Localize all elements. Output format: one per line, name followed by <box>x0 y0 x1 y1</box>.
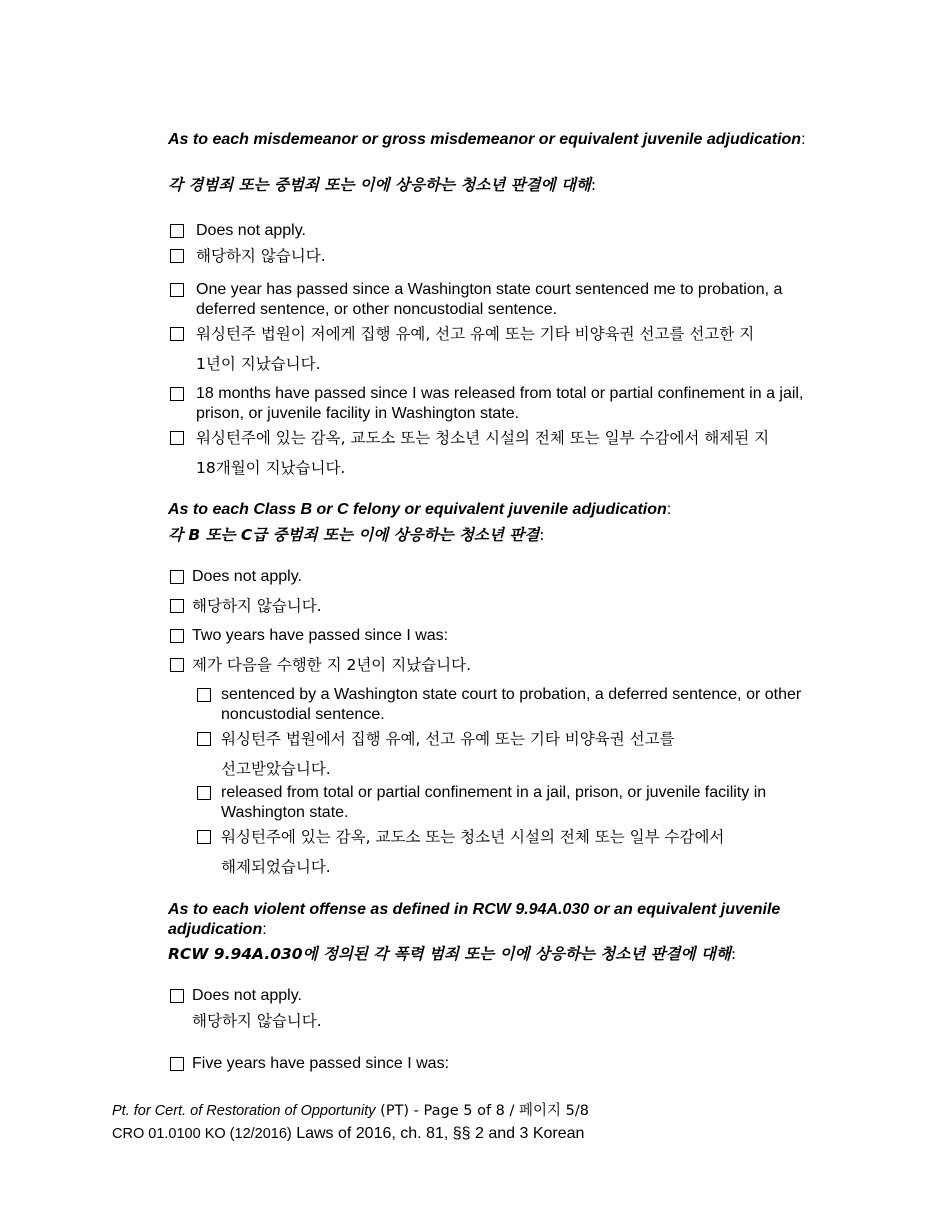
checkbox[interactable] <box>170 283 184 297</box>
option-label: 제가 다음을 수행한 지 2년이 지났습니다. <box>192 656 471 674</box>
option-label-line1: 워싱턴주 법원에서 집행 유예, 선고 유예 또는 기타 비양육권 선고를 <box>221 730 675 748</box>
violent-heading-kr-text: RCW 9.94A.030에 정의된 각 폭력 범죄 또는 이에 상응하는 청소년 판결에 대해 <box>168 945 731 963</box>
footer-form-code: CRO 01.0100 KO (12/2016) <box>112 1126 292 1142</box>
checkbox[interactable] <box>170 570 184 584</box>
checkbox[interactable] <box>197 830 211 844</box>
footer-laws: Laws of 2016, ch. 81, §§ 2 and 3 Korean <box>291 1125 585 1142</box>
option-label: One year has passed since a Washington state court sentenced me to probation, a deferred sentence, or other noncustodial sentence. <box>196 281 783 318</box>
felony-bc-heading-kr-text: 각 B 또는 C급 중범죄 또는 이에 상응하는 청소년 판결 <box>168 526 540 544</box>
option-label: 18 months have passed since I was released from total or partial confinement in a jail, prison, or juvenile facility in Washington state. <box>196 385 804 422</box>
heading-colon: : <box>801 131 806 148</box>
footer-doc-title: Pt. for Cert. of Restoration of Opportunity <box>112 1103 376 1119</box>
checkbox[interactable] <box>170 387 184 401</box>
felony-bc-heading-en: As to each Class B or C felony or equivalent juvenile adjudication <box>168 501 667 518</box>
misdemeanor-heading-kr-text: 각 경범죄 또는 중범죄 또는 이에 상응하는 청소년 판결에 대해 <box>168 176 591 194</box>
checkbox[interactable] <box>170 599 184 613</box>
violent-heading <box>168 900 848 940</box>
option-label-line1: 워싱턴주 법원이 저에게 집행 유예, 선고 유예 또는 기타 비양육권 선고를 선고한 지 <box>196 325 755 343</box>
option-label-line2: 1년이 지났습니다. <box>196 355 321 373</box>
footer-page-info: (PT) - Page 5 of 8 / 페이지 5/8 <box>375 1103 589 1119</box>
checkbox[interactable] <box>170 1057 184 1071</box>
heading-colon: : <box>730 945 737 963</box>
footer-line-2 <box>112 1124 584 1144</box>
option-label-line2: 18개월이 지났습니다. <box>196 459 346 477</box>
heading-colon: : <box>262 921 267 938</box>
option-label: Does not apply. <box>192 568 302 585</box>
felony-bc-heading-kr <box>168 525 848 545</box>
violent-heading-en: As to each violent offense as defined in RCW 9.94A.030 or an equivalent juvenile adjudication <box>168 901 781 938</box>
option-label-line1: 워싱턴주에 있는 감옥, 교도소 또는 청소년 시설의 전체 또는 일부 수감에서 <box>221 828 725 846</box>
checkbox[interactable] <box>170 431 184 445</box>
checkbox[interactable] <box>197 688 211 702</box>
heading-colon: : <box>590 176 597 194</box>
option-label: sentenced by a Washington state court to probation, a deferred sentence, or other noncustodial sentence. <box>221 686 802 723</box>
misdemeanor-heading-en: As to each misdemeanor or gross misdemeanor or equivalent juvenile adjudication <box>168 131 802 148</box>
option-label: Does not apply. <box>192 987 302 1004</box>
checkbox[interactable] <box>197 786 211 800</box>
misdemeanor-heading-kr <box>168 175 848 195</box>
heading-colon: : <box>539 526 545 544</box>
checkbox[interactable] <box>170 249 184 263</box>
option-label: 해당하지 않습니다. <box>192 597 322 615</box>
option-label: Five years have passed since I was: <box>192 1055 450 1072</box>
checkbox[interactable] <box>170 629 184 643</box>
option-label: Does not apply. <box>196 222 306 239</box>
checkbox[interactable] <box>170 224 184 238</box>
checkbox[interactable] <box>170 989 184 1003</box>
footer-line-1 <box>112 1101 589 1121</box>
checkbox[interactable] <box>170 658 184 672</box>
option-label: released from total or partial confinement in a jail, prison, or juvenile facility in Washington state. <box>221 784 767 821</box>
option-label-line1: 워싱턴주에 있는 감옥, 교도소 또는 청소년 시설의 전체 또는 일부 수감에서 해제된 지 <box>196 429 770 447</box>
option-label-line2: 선고받았습니다. <box>221 760 331 778</box>
checkbox[interactable] <box>197 732 211 746</box>
felony-bc-heading <box>168 500 848 520</box>
option-label: 해당하지 않습니다. <box>196 247 326 265</box>
option-label: Two years have passed since I was: <box>192 627 449 644</box>
option-label-line2: 해제되었습니다. <box>221 858 331 876</box>
misdemeanor-heading <box>168 130 848 150</box>
violent-heading-kr <box>168 944 848 964</box>
checkbox[interactable] <box>170 327 184 341</box>
option-label-kr: 해당하지 않습니다. <box>192 1012 322 1030</box>
heading-colon: : <box>666 501 672 518</box>
